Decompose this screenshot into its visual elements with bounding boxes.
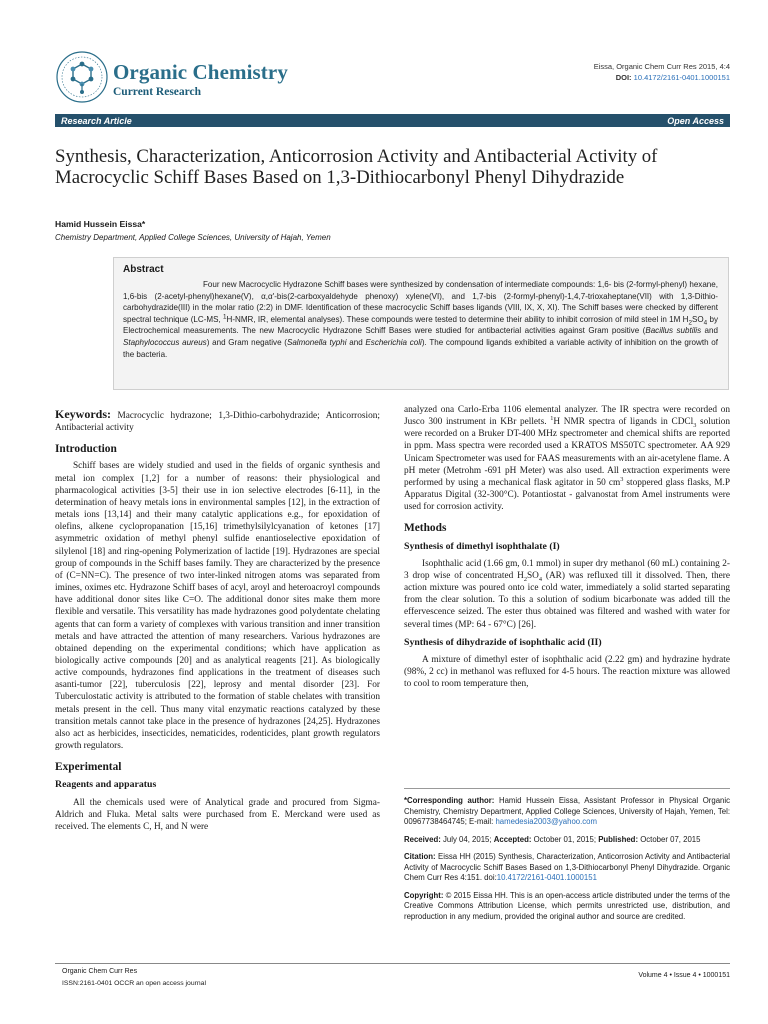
article-title: Synthesis, Characterization, Anticorrosion Activity and Antibacterial Activity of Macrocyclic Schiff Bases Based on 1,3-Dithiocarbonyl Phenyl Dihydrazide xyxy=(55,146,658,188)
journal-subtitle: Current Research xyxy=(113,86,202,98)
citation: Citation: Eissa HH (2015) Synthesis, Characterization, Anticorrosion Activity and Antibacterial Activity of Macrocyclic Schiff Bases Based on 1,3-Dithiocarbonyl Phenyl Dihydrazide. Organic Chem Curr Res 4:151. doi:10.4172/2161-0401.1000151 xyxy=(404,852,730,882)
article-info-box xyxy=(404,788,730,929)
journal-logo-icon xyxy=(55,50,109,104)
footer-journal: Organic Chem Curr Res xyxy=(62,968,138,975)
right-column xyxy=(404,404,730,690)
introduction-text: Schiff bases are widely studied and used in the fields of organic synthesis and metal ion complex [1,2] for a number of reasons: their physiological and pharmacological activities [3-5] their use in ion selective electrodes [6-11], in the determination of heavy metals ions in environmental samples [12], in the extraction of metals ions [13,14] and their many catalytic applications e.g., for epoxidation of olefins, alkene cyclopropanation [15,16] trimethylsilylcyanation of ketones [17] asymmetric oxidation of methyl phenyl sulfide enantioselective epoxidation of silylenol [18] and ring-opening Polymerization of lactide [19]. Hydrazones are special group of compounds in the Schiff bases family. They are characterized by the presence of (C=NN=C). The presence of two inter-linked nitrogen atoms was separated from imines, oximes etc. Hydrazone Schiff bases of acyl, aroyl and heteroacroyl compounds have additional donor sites like C=O. The additional donor sites make them more flexible and versatile. This versatility has made hydrazones good polydentate chelating agents that can form a variety of complexes with various transition and inner transition metals and have attracted the attention of many researchers. Various hydrazones are obtained depending on the experimental conditions; which have application as biologically active compounds [20] and as analytical reagents [21]. As biologically active compounds, hydrazones find applications in the treatment of diseases such asanti-tumor [22], tuberculosis [22], leprosy and mental disorder [23]. For Tuberculostatic activity is attributed to the formation of stable chelates with transition metals present in the cell. Thus many vital enzymatic reactions catalyzed by these transition metals cannot take place in the presence of hydrazones [24,25]. Hydrazones also act as herbicides, insecticides, nematicides, rodenticides, plant growth regulators growth regulators. xyxy=(55,461,380,752)
open-access-label: Open Access xyxy=(667,115,724,126)
corresponding-author: *Corresponding author: Hamid Hussein Eissa, Assistant Professor in Physical Organic Chemistry, Chemistry Department, Applied College Sciences, University of Hajah, Yemen, Tel: 00967738464745; E-mail: hamedesia2003@yahoo.com xyxy=(404,796,730,826)
footer-volume: Volume 4 • Issue 4 • 1000151 xyxy=(638,972,730,979)
synthesis-2-text: A mixture of dimethyl ester of isophthalic acid (2.22 gm) and hydrazine hydrate (98%, 2 cc) in methanol was refluxed for 4-5 hours. The reaction mixture was allowed to cool to room temperature then, xyxy=(404,654,730,690)
author: Hamid Hussein Eissa* xyxy=(55,219,146,229)
footer-issn: ISSN:2161-0401 OCCR an open access journal xyxy=(62,980,206,987)
abstract-title: Abstract xyxy=(123,264,164,275)
divider xyxy=(404,788,730,789)
header-doi xyxy=(616,73,730,82)
article-type: Research Article xyxy=(61,115,132,126)
footer-divider xyxy=(55,963,730,964)
experimental-heading: Experimental xyxy=(55,761,122,774)
article-type-bar xyxy=(55,114,730,127)
copyright: Copyright: © 2015 Eissa HH. This is an open-access article distributed under the terms of the Creative Commons Attribution License, which permits unrestricted use, distribution, and reproduction in any medium, provided the original author and source are credited. xyxy=(404,890,730,921)
synthesis-1-heading: Synthesis of dimethyl isophthalate (I) xyxy=(404,540,560,552)
introduction-heading: Introduction xyxy=(55,443,117,456)
synthesis-1-text: Isophthalic acid (1.66 gm, 0.1 mmol) in super dry methanol (60 mL) containing 2-3 drop wise of concentrated $H_2SO_4$ (AR) was refluxed till it dissolved. Then, there action mixture was poured onto ice cold water, immediately a solid started separating from the clear solution. To this a solution of sodium bicarbonate was added till the effervescence seized. The ester thus obtained was filtered and washed with water for several times (MP: 64 - 67°C) [26]. xyxy=(404,558,730,630)
affiliation: Chemistry Department, Applied College Sciences, University of Hajah, Yemen xyxy=(55,233,331,242)
doi-label: DOI: xyxy=(615,73,632,82)
abstract-text: Four new Macrocyclic Hydrazone Schiff bases were synthesized by condensation of intermediate compounds: 1,6- bis (2-formyl-phenyl) hexane, 1,6-bis (2-acetyl-phenyl)hexane(V), α,α'-bis(2-carboxyaldehyde phenoxy) xylene(VI), and 1,7-bis (2-formyl-phenyl)-1,4,7-trioxaheptane(VII) with 1,3-Dithio-carbohydrazide(III) in the molar ratio (2:2) in DMF. Identification of these macrocyclic Schiff bases ligands (VIII, IX, X, XI). The Schiff bases were checked by different spectral technique (LC-MS, $^1$H-NMR, IR, elemental analyses). These compounds were tested to determine their ability to inhibit corrosion of mild steel in 1M $H_2SO_4$ by Electrochemical measurements. The new Macrocyclic Hydrazone Schiff Bases were studied for antibacterial activities against Gram positive (Bacillus subtilis and Staphylococcus aureus) and Gram negative (Salmonella typhi and Escherichia coli). The compound ligands exhibited a variable activity of inhibition on the growth of the bacteria. xyxy=(123,280,719,359)
keywords: Keywords: Macrocyclic hydrazone; 1,3-Dithio-carbohydrazide; Anticorrosion; Antibacterial activity xyxy=(55,407,380,434)
journal-name: Organic Chemistry xyxy=(113,60,288,84)
reagents-text: All the chemicals used were of Analytical grade and procured from Sigma-Aldrich and Fluka. Metal salts were purchased from E. Merckand were used as received. The elements C, H, and N were xyxy=(55,797,380,832)
abstract-box xyxy=(113,257,729,390)
header-citation: Eissa, Organic Chem Curr Res 2015, 4:4 xyxy=(593,62,730,71)
left-column xyxy=(55,408,380,833)
methods-heading: Methods xyxy=(404,522,447,535)
email-link[interactable]: hamedesia2003@yahoo.com xyxy=(495,817,598,826)
reagents-heading: Reagents and apparatus xyxy=(55,779,157,791)
doi-link[interactable]: 10.4172/2161-0401.1000151 xyxy=(633,73,730,82)
synthesis-2-heading: Synthesis of dihydrazide of isophthalic acid (II) xyxy=(404,636,602,648)
dates: Received: July 04, 2015; Accepted: October 01, 2015; Published: October 07, 2015 xyxy=(404,834,701,844)
citation-doi-link[interactable]: 10.4172/2161-0401.1000151 xyxy=(496,873,597,882)
apparatus-text: analyzed ona Carlo-Erba 1106 elemental analyzer. The IR spectra were recorded on Jusco 300 instrument in KBr pellets. $^1$H NMR spectra of ligands in CDCl$_3$ solution were recorded on a Bruker DT-400 MHz spectrometer and chemical shifts are reported in ppm. Mass spectra were recorded used a KRATOS MS50TC spectrometer. AA 929 Unicam Spectrometer was used for FAAS measurements with an air-acetylene flame. A pH meter (Metrohm -691 pH Meter) was also used. All extraction experiments were performed by using a mechanical flask agitator in 50 $cm^3$ stoppered glass flasks, M.P Apparatus Digital (32-300°C). Potantiostat - galvanostat from Amel instruments were used for corrosion activity. xyxy=(404,405,730,513)
